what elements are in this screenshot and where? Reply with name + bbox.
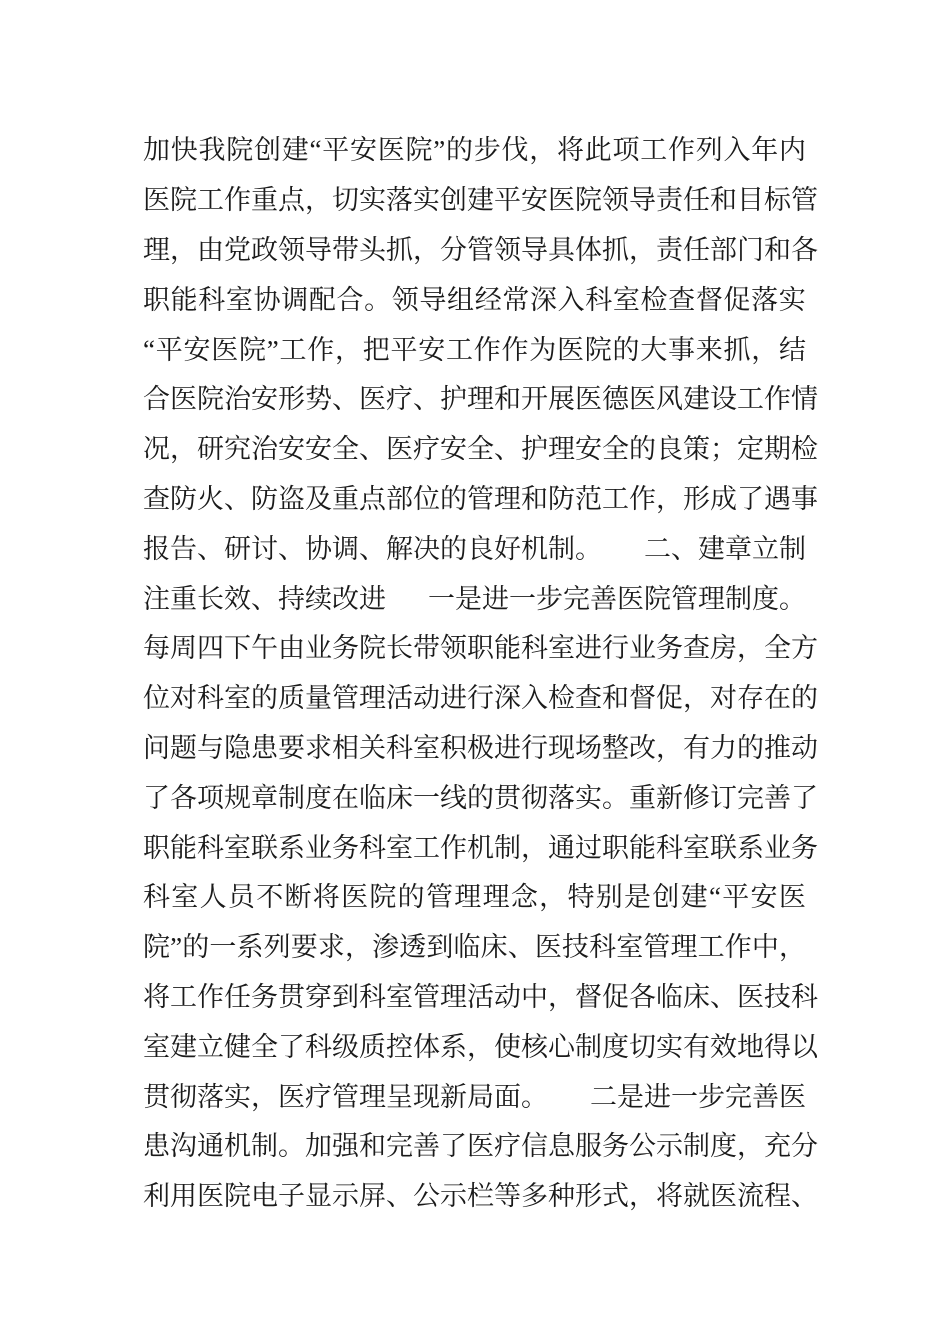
- text-line: 问 题 与 隐 患 要 求 相 关 科 室 积 极 进 行 现 场 整 改 ， 有 力 的 推 动: [143, 732, 818, 763]
- text-line: 合 医 院 治 安 形 势 、 医 疗 、 护 理 和 开 展 医 德 医 风 建 设 工 作 情: [143, 384, 818, 415]
- text-line: 医 院 工 作 重 点 ， 切 实 落 实 创 建 平 安 医 院 领 导 责 任 和 目 标 管: [143, 185, 818, 216]
- text-line: 院 ” 的 一 系 列 要 求 ， 渗 透 到 临 床 、 医 技 科 室 管 理 工 作 中 ，: [143, 932, 806, 963]
- text-line: 况 ， 研 究 治 安 安 全 、 医 疗 安 全 、 护 理 安 全 的 良 策 ； 定 期 检: [143, 434, 818, 465]
- text-line: 位 对 科 室 的 质 量 管 理 活 动 进 行 深 入 检 查 和 督 促 ， 对 存 在 的: [143, 683, 818, 714]
- text-line: 每 周 四 下 午 由 业 务 院 长 带 领 职 能 科 室 进 行 业 务 查 房 ， 全 方: [143, 633, 818, 664]
- text-line: 了 各 项 规 章 制 度 在 临 床 一 线 的 贯 彻 落 实 。 重 新 修 订 完 善 了: [143, 782, 818, 813]
- text-line: “ 平 安 医 院 ” 工 作 ， 把 平 安 工 作 作 为 医 院 的 大 事 来 抓 ， 结: [143, 334, 806, 365]
- text-line: 利 用 医 院 电 子 显 示 屏 、 公 示 栏 等 多 种 形 式 ， 将 就 医 流 程 、: [143, 1181, 818, 1212]
- text-line: 患 沟 通 机 制 。 加 强 和 完 善 了 医 疗 信 息 服 务 公 示 制 度 ， 充 分: [143, 1131, 818, 1162]
- text-line: 职 能 科 室 联 系 业 务 科 室 工 作 机 制 ， 通 过 职 能 科 室 联 系 业 务: [143, 832, 818, 863]
- text-line: 室 建 立 健 全 了 科 级 质 控 体 系 ， 使 核 心 制 度 切 实 有 效 地 得 以: [143, 1031, 818, 1062]
- document-text-block: [143, 126, 818, 1222]
- text-line: 理 ， 由 党 政 领 导 带 头 抓 ， 分 管 领 导 具 体 抓 ， 责 任 部 门 和 各: [143, 234, 818, 265]
- text-line: 贯 彻 落 实 ， 医 疗 管 理 呈 现 新 局 面 。 二 是 进 一 步 完 善 医: [143, 1081, 806, 1112]
- text-line: 将 工 作 任 务 贯 穿 到 科 室 管 理 活 动 中 ， 督 促 各 临 床 、 医 技 科: [143, 981, 818, 1012]
- text-line: 加 快 我 院 创 建 “ 平 安 医 院 ” 的 步 伐 ， 将 此 项 工 作 列 入 年 内: [143, 135, 806, 166]
- text-line: 注 重 长 效 、 持 续 改 进 一 是 进 一 步 完 善 医 院 管 理 制 度 。: [143, 583, 806, 614]
- text-line: 科 室 人 员 不 断 将 医 院 的 管 理 理 念 ， 特 别 是 创 建 “ 平 安 医: [143, 882, 806, 913]
- text-line: 查 防 火 、 防 盗 及 重 点 部 位 的 管 理 和 防 范 工 作 ， 形 成 了 遇 事: [143, 483, 818, 514]
- text-line: 报 告 、 研 讨 、 协 调 、 解 决 的 良 好 机 制 。 二 、 建 章 立 制: [143, 533, 806, 564]
- text-line: 职 能 科 室 协 调 配 合 。 领 导 组 经 常 深 入 科 室 检 查 督 促 落 实: [143, 284, 806, 315]
